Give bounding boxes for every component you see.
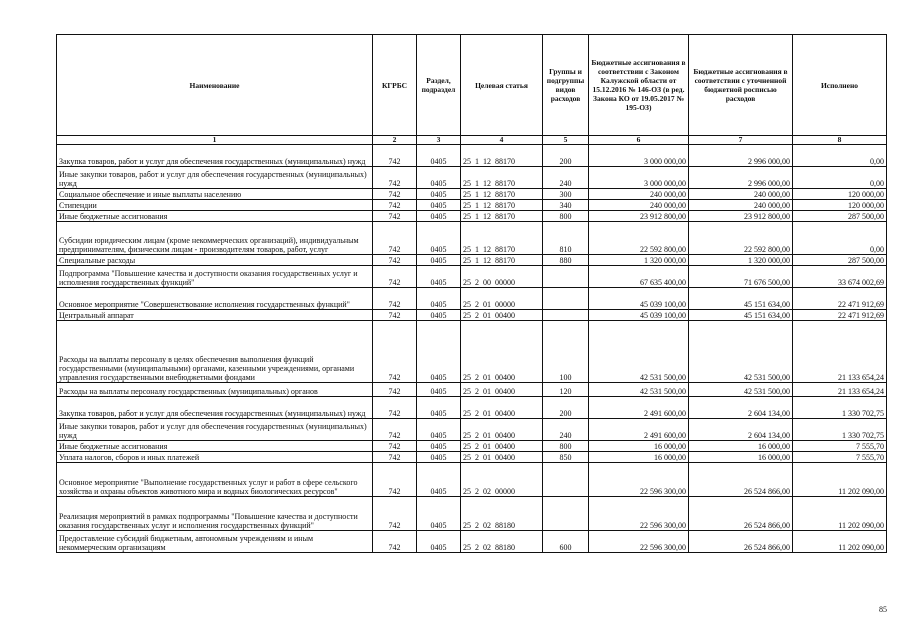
row-executed-amount: 1 330 702,75	[793, 419, 887, 441]
row-law-amount: 22 596 300,00	[589, 531, 689, 553]
header-target: Целевая статья	[461, 35, 543, 136]
row-executed-amount: 1 330 702,75	[793, 397, 887, 419]
row-law-amount: 3 000 000,00	[589, 145, 689, 167]
header-groups: Группы и подгруппы видов расходов	[543, 35, 589, 136]
row-section: 0405	[417, 288, 461, 310]
row-target-article: 25 2 01 00000	[461, 288, 543, 310]
table-row	[57, 441, 887, 452]
row-name: Социальное обеспечение и иные выплаты населению	[57, 189, 373, 200]
row-executed-amount: 11 202 090,00	[793, 497, 887, 531]
row-law-amount: 16 000,00	[589, 452, 689, 463]
table-row	[57, 383, 887, 397]
row-refined-amount: 23 912 800,00	[689, 211, 793, 222]
row-target-article: 25 2 01 00400	[461, 321, 543, 383]
row-executed-amount: 0,00	[793, 167, 887, 189]
row-expense-group	[543, 288, 589, 310]
row-kgrbs: 742	[373, 383, 417, 397]
row-target-article: 25 1 12 88170	[461, 189, 543, 200]
budget-table	[56, 34, 887, 553]
row-name: Стипендии	[57, 200, 373, 211]
row-expense-group: 850	[543, 452, 589, 463]
row-kgrbs: 742	[373, 211, 417, 222]
row-executed-amount: 21 133 654,24	[793, 383, 887, 397]
table-body	[57, 136, 887, 553]
row-name: Специальные расходы	[57, 255, 373, 266]
row-refined-amount: 240 000,00	[689, 200, 793, 211]
row-kgrbs: 742	[373, 452, 417, 463]
row-executed-amount: 22 471 912,69	[793, 310, 887, 321]
row-target-article: 25 2 00 00000	[461, 266, 543, 288]
row-expense-group: 240	[543, 419, 589, 441]
row-kgrbs: 742	[373, 288, 417, 310]
row-section: 0405	[417, 531, 461, 553]
row-expense-group: 200	[543, 397, 589, 419]
row-name: Субсидии юридическим лицам (кроме некоммерческих организаций), индивидуальным предпринимателям, физическим лицам - производителям товаров, работ, услуг	[57, 222, 373, 255]
row-expense-group: 120	[543, 383, 589, 397]
row-law-amount: 1 320 000,00	[589, 255, 689, 266]
row-executed-amount: 21 133 654,24	[793, 321, 887, 383]
row-law-amount: 22 596 300,00	[589, 463, 689, 497]
row-refined-amount: 2 996 000,00	[689, 145, 793, 167]
table-row	[57, 452, 887, 463]
row-kgrbs: 742	[373, 397, 417, 419]
row-name: Иные бюджетные ассигнования	[57, 211, 373, 222]
header-kgrbs: КГРБС	[373, 35, 417, 136]
row-section: 0405	[417, 189, 461, 200]
row-refined-amount: 16 000,00	[689, 452, 793, 463]
row-expense-group	[543, 497, 589, 531]
row-law-amount: 42 531 500,00	[589, 321, 689, 383]
row-refined-amount: 240 000,00	[689, 189, 793, 200]
row-target-article: 25 2 01 00400	[461, 441, 543, 452]
table-row	[57, 167, 887, 189]
row-kgrbs: 742	[373, 419, 417, 441]
row-expense-group: 240	[543, 167, 589, 189]
row-kgrbs: 742	[373, 189, 417, 200]
table-row	[57, 222, 887, 255]
row-refined-amount: 26 524 866,00	[689, 531, 793, 553]
table-row	[57, 288, 887, 310]
row-section: 0405	[417, 266, 461, 288]
row-target-article: 25 1 12 88170	[461, 200, 543, 211]
table-row	[57, 200, 887, 211]
row-expense-group	[543, 463, 589, 497]
row-refined-amount: 2 604 134,00	[689, 397, 793, 419]
row-executed-amount: 0,00	[793, 145, 887, 167]
row-name: Реализация мероприятий в рамках подпрограммы "Повышение качества и доступности оказания государственных услуг и исполнения государственных функций"	[57, 497, 373, 531]
row-executed-amount: 287 500,00	[793, 255, 887, 266]
row-law-amount: 23 912 800,00	[589, 211, 689, 222]
row-executed-amount: 22 471 912,69	[793, 288, 887, 310]
row-refined-amount: 71 676 500,00	[689, 266, 793, 288]
row-section: 0405	[417, 222, 461, 255]
row-law-amount: 45 039 100,00	[589, 310, 689, 321]
row-law-amount: 240 000,00	[589, 200, 689, 211]
row-law-amount: 42 531 500,00	[589, 383, 689, 397]
row-name: Основное мероприятие "Совершенствование исполнения государственных функций"	[57, 288, 373, 310]
row-target-article: 25 2 01 00400	[461, 310, 543, 321]
header-name: Наименование	[57, 35, 373, 136]
row-kgrbs: 742	[373, 531, 417, 553]
row-law-amount: 2 491 600,00	[589, 419, 689, 441]
row-executed-amount: 287 500,00	[793, 211, 887, 222]
row-refined-amount: 1 320 000,00	[689, 255, 793, 266]
row-law-amount: 240 000,00	[589, 189, 689, 200]
row-refined-amount: 2 604 134,00	[689, 419, 793, 441]
row-target-article: 25 2 02 00000	[461, 463, 543, 497]
column-number: 4	[461, 136, 543, 145]
row-section: 0405	[417, 397, 461, 419]
column-number: 6	[589, 136, 689, 145]
row-name: Уплата налогов, сборов и иных платежей	[57, 452, 373, 463]
table-row	[57, 321, 887, 383]
column-number: 3	[417, 136, 461, 145]
row-section: 0405	[417, 321, 461, 383]
row-executed-amount: 7 555,70	[793, 441, 887, 452]
row-target-article: 25 2 01 00400	[461, 383, 543, 397]
header-section: Раздел, подраздел	[417, 35, 461, 136]
row-name: Подпрограмма "Повышение качества и доступности оказания государственных услуг и исполнения государственных функций"	[57, 266, 373, 288]
row-name: Расходы на выплаты персоналу в целях обеспечения выполнения функций государственными (муниципальными) органами, казенными учреждениями, органами управления государственными внебюджетными фондами	[57, 321, 373, 383]
row-expense-group: 800	[543, 211, 589, 222]
row-law-amount: 2 491 600,00	[589, 397, 689, 419]
row-section: 0405	[417, 383, 461, 397]
row-expense-group: 880	[543, 255, 589, 266]
row-law-amount: 45 039 100,00	[589, 288, 689, 310]
row-expense-group: 800	[543, 441, 589, 452]
table-row	[57, 255, 887, 266]
row-refined-amount: 22 592 800,00	[689, 222, 793, 255]
row-kgrbs: 742	[373, 255, 417, 266]
row-executed-amount: 7 555,70	[793, 452, 887, 463]
header-executed: Исполнено	[793, 35, 887, 136]
row-law-amount: 22 592 800,00	[589, 222, 689, 255]
column-number: 2	[373, 136, 417, 145]
column-number: 7	[689, 136, 793, 145]
row-name: Закупка товаров, работ и услуг для обеспечения государственных (муниципальных) нужд	[57, 397, 373, 419]
row-law-amount: 3 000 000,00	[589, 167, 689, 189]
column-number-row	[57, 136, 887, 145]
table-row	[57, 266, 887, 288]
row-expense-group: 340	[543, 200, 589, 211]
page-number: 85	[879, 605, 887, 614]
row-section: 0405	[417, 211, 461, 222]
row-target-article: 25 1 12 88170	[461, 145, 543, 167]
row-refined-amount: 2 996 000,00	[689, 167, 793, 189]
row-kgrbs: 742	[373, 200, 417, 211]
table-row	[57, 463, 887, 497]
column-number: 8	[793, 136, 887, 145]
row-kgrbs: 742	[373, 441, 417, 452]
row-target-article: 25 2 01 00400	[461, 419, 543, 441]
row-name: Иные бюджетные ассигнования	[57, 441, 373, 452]
row-target-article: 25 2 02 88180	[461, 497, 543, 531]
row-section: 0405	[417, 255, 461, 266]
row-kgrbs: 742	[373, 266, 417, 288]
row-section: 0405	[417, 145, 461, 167]
row-target-article: 25 1 12 88170	[461, 167, 543, 189]
row-target-article: 25 2 02 88180	[461, 531, 543, 553]
row-target-article: 25 1 12 88170	[461, 222, 543, 255]
row-refined-amount: 42 531 500,00	[689, 321, 793, 383]
table-row	[57, 497, 887, 531]
row-executed-amount: 33 674 002,69	[793, 266, 887, 288]
row-section: 0405	[417, 419, 461, 441]
row-expense-group	[543, 266, 589, 288]
column-number: 5	[543, 136, 589, 145]
row-expense-group: 300	[543, 189, 589, 200]
row-kgrbs: 742	[373, 222, 417, 255]
row-kgrbs: 742	[373, 145, 417, 167]
row-kgrbs: 742	[373, 497, 417, 531]
header-row	[57, 35, 887, 136]
row-expense-group: 100	[543, 321, 589, 383]
row-refined-amount: 26 524 866,00	[689, 463, 793, 497]
header-refined: Бюджетные ассигнования в соответствии с уточненной бюджетной росписью расходов	[689, 35, 793, 136]
table-row	[57, 211, 887, 222]
row-name: Основное мероприятие "Выполнение государственных услуг и работ в сфере сельского хозяйства и охраны объектов животного мира и водных биологических ресурсов"	[57, 463, 373, 497]
row-kgrbs: 742	[373, 463, 417, 497]
row-refined-amount: 26 524 866,00	[689, 497, 793, 531]
row-law-amount: 16 000,00	[589, 441, 689, 452]
row-section: 0405	[417, 452, 461, 463]
row-refined-amount: 16 000,00	[689, 441, 793, 452]
row-executed-amount: 120 000,00	[793, 189, 887, 200]
table-row	[57, 397, 887, 419]
row-expense-group: 200	[543, 145, 589, 167]
row-target-article: 25 2 01 00400	[461, 397, 543, 419]
row-name: Иные закупки товаров, работ и услуг для обеспечения государственных (муниципальных) нужд	[57, 167, 373, 189]
row-kgrbs: 742	[373, 167, 417, 189]
row-target-article: 25 1 12 88170	[461, 211, 543, 222]
row-section: 0405	[417, 441, 461, 452]
table-row	[57, 189, 887, 200]
row-refined-amount: 42 531 500,00	[689, 383, 793, 397]
row-refined-amount: 45 151 634,00	[689, 288, 793, 310]
table-row	[57, 419, 887, 441]
row-name: Закупка товаров, работ и услуг для обеспечения государственных (муниципальных) нужд	[57, 145, 373, 167]
row-executed-amount: 120 000,00	[793, 200, 887, 211]
row-kgrbs: 742	[373, 321, 417, 383]
table-row	[57, 531, 887, 553]
row-section: 0405	[417, 310, 461, 321]
header-law: Бюджетные ассигнования в соответствии с Законом Калужской области от 15.12.2016 № 146-ОЗ (в ред. Закона КО от 19.05.2017 № 195-ОЗ)	[589, 35, 689, 136]
table-row	[57, 145, 887, 167]
row-expense-group: 810	[543, 222, 589, 255]
row-executed-amount: 0,00	[793, 222, 887, 255]
row-executed-amount: 11 202 090,00	[793, 531, 887, 553]
table-row	[57, 310, 887, 321]
row-name: Расходы на выплаты персоналу государственных (муниципальных) органов	[57, 383, 373, 397]
row-target-article: 25 1 12 88170	[461, 255, 543, 266]
row-kgrbs: 742	[373, 310, 417, 321]
row-name: Иные закупки товаров, работ и услуг для обеспечения государственных (муниципальных) нужд	[57, 419, 373, 441]
row-name: Предоставление субсидий бюджетным, автономным учреждениям и иным некоммерческим организациям	[57, 531, 373, 553]
row-refined-amount: 45 151 634,00	[689, 310, 793, 321]
row-section: 0405	[417, 463, 461, 497]
row-law-amount: 22 596 300,00	[589, 497, 689, 531]
row-section: 0405	[417, 167, 461, 189]
row-target-article: 25 2 01 00400	[461, 452, 543, 463]
row-expense-group: 600	[543, 531, 589, 553]
row-law-amount: 67 635 400,00	[589, 266, 689, 288]
row-section: 0405	[417, 200, 461, 211]
row-section: 0405	[417, 497, 461, 531]
column-number: 1	[57, 136, 373, 145]
row-name: Центральный аппарат	[57, 310, 373, 321]
row-expense-group	[543, 310, 589, 321]
row-executed-amount: 11 202 090,00	[793, 463, 887, 497]
